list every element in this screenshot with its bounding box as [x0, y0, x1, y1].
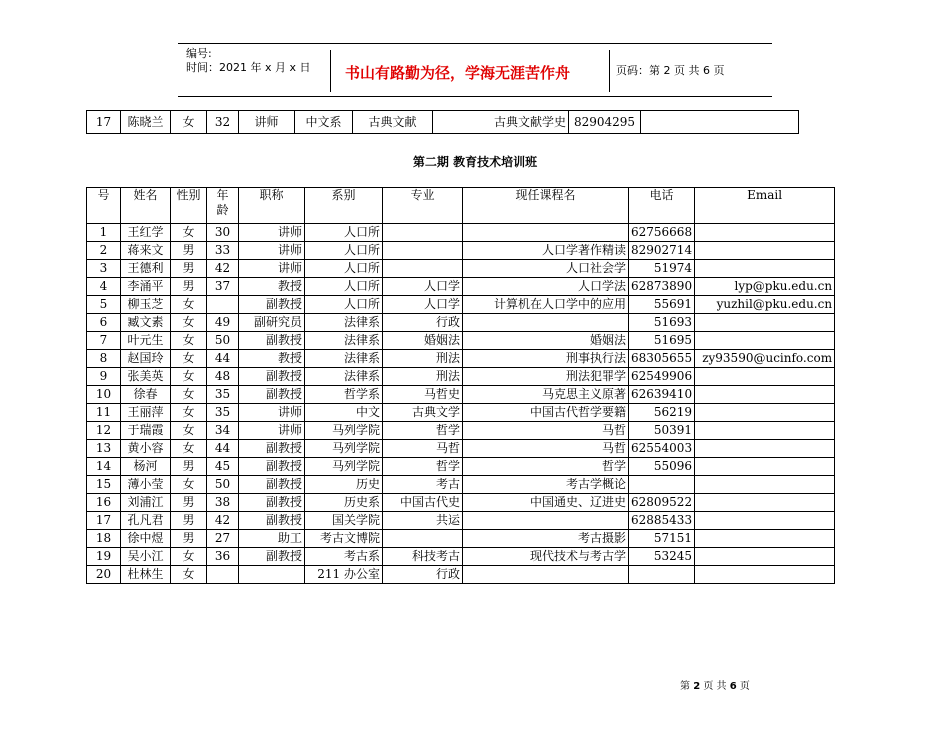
- footer-page-number: 2: [693, 681, 701, 692]
- cell-gender: 女: [171, 111, 207, 134]
- cell-no: 13: [87, 440, 121, 458]
- cell-gender: 男: [171, 494, 207, 512]
- cell-dept: 考古系: [305, 548, 383, 566]
- previous-table-row: [86, 110, 799, 134]
- cell-no: 18: [87, 530, 121, 548]
- cell-major: 人口学: [383, 278, 463, 296]
- cell-title: 副教授: [239, 476, 305, 494]
- table-row: [87, 332, 835, 350]
- cell-title: 副教授: [239, 458, 305, 476]
- cell-title: 副教授: [239, 368, 305, 386]
- cell-age: 30: [207, 224, 239, 242]
- cell-dept: 中文系: [295, 111, 353, 134]
- cell-dept: 211 办公室: [305, 566, 383, 584]
- cell-no: 2: [87, 242, 121, 260]
- cell-course: [463, 314, 629, 332]
- cell-phone: 55691: [629, 296, 695, 314]
- cell-age: 49: [207, 314, 239, 332]
- cell-title: 副教授: [239, 386, 305, 404]
- cell-no: 11: [87, 404, 121, 422]
- cell-phone: 62756668: [629, 224, 695, 242]
- cell-age: 37: [207, 278, 239, 296]
- cell-gender: 男: [171, 512, 207, 530]
- cell-email: lyp@pku.edu.cn: [695, 278, 835, 296]
- header-email: Email: [695, 188, 835, 224]
- cell-dept: 历史系: [305, 494, 383, 512]
- cell-major: 考古: [383, 476, 463, 494]
- cell-email: [695, 386, 835, 404]
- cell-name: 王丽萍: [121, 404, 171, 422]
- cell-gender: 男: [171, 278, 207, 296]
- cell-name: 于瑞霞: [121, 422, 171, 440]
- cell-no: 20: [87, 566, 121, 584]
- cell-major: 行政: [383, 314, 463, 332]
- cell-title: 教授: [239, 350, 305, 368]
- cell-age: 38: [207, 494, 239, 512]
- header-divider-right: [609, 50, 610, 92]
- cell-age: 32: [207, 111, 239, 134]
- cell-major: 古典文学: [383, 404, 463, 422]
- training-roster-table: [86, 187, 835, 584]
- cell-name: 刘浦江: [121, 494, 171, 512]
- cell-age: 48: [207, 368, 239, 386]
- cell-dept: 国关学院: [305, 512, 383, 530]
- cell-age: 44: [207, 350, 239, 368]
- header-no: 号: [87, 188, 121, 224]
- cell-name: 徐春: [121, 386, 171, 404]
- cell-title: 讲师: [239, 111, 295, 134]
- cell-age: 34: [207, 422, 239, 440]
- cell-course: 考古学概论: [463, 476, 629, 494]
- table-row: [87, 512, 835, 530]
- cell-no: 3: [87, 260, 121, 278]
- footer-mid: 页 共: [703, 681, 727, 692]
- cell-dept: 中文: [305, 404, 383, 422]
- cell-gender: 女: [171, 314, 207, 332]
- cell-no: 10: [87, 386, 121, 404]
- cell-course: 计算机在人口学中的应用: [463, 296, 629, 314]
- table-row: [87, 548, 835, 566]
- cell-name: 赵国玲: [121, 350, 171, 368]
- cell-email: [695, 314, 835, 332]
- cell-name: 杨河: [121, 458, 171, 476]
- header-number-label: 编号:: [186, 47, 212, 60]
- cell-phone: 51695: [629, 332, 695, 350]
- cell-no: 15: [87, 476, 121, 494]
- cell-dept: 马列学院: [305, 458, 383, 476]
- cell-email: [695, 530, 835, 548]
- header-bottom-rule: [178, 96, 772, 97]
- cell-name: 张美英: [121, 368, 171, 386]
- cell-email: [695, 332, 835, 350]
- table-row: [87, 350, 835, 368]
- cell-course: 哲学: [463, 458, 629, 476]
- table-row: [87, 296, 835, 314]
- cell-age: 44: [207, 440, 239, 458]
- cell-no: 19: [87, 548, 121, 566]
- cell-title: 副教授: [239, 494, 305, 512]
- cell-course: 马哲: [463, 440, 629, 458]
- cell-name: 徐中煜: [121, 530, 171, 548]
- header-divider-left: [330, 50, 331, 92]
- cell-gender: 女: [171, 332, 207, 350]
- cell-gender: 女: [171, 350, 207, 368]
- header-course: 现任课程名: [463, 188, 629, 224]
- cell-age: [207, 296, 239, 314]
- cell-no: 5: [87, 296, 121, 314]
- cell-age: 42: [207, 512, 239, 530]
- header-page-info: 页码：第 2 页 共 6 页: [616, 64, 725, 77]
- cell-name: 黄小容: [121, 440, 171, 458]
- cell-age: 35: [207, 404, 239, 422]
- cell-email: [695, 440, 835, 458]
- cell-gender: 女: [171, 404, 207, 422]
- cell-dept: 哲学系: [305, 386, 383, 404]
- cell-title: 讲师: [239, 242, 305, 260]
- header-name: 姓名: [121, 188, 171, 224]
- cell-gender: 女: [171, 548, 207, 566]
- header-top-rule: [178, 43, 772, 44]
- cell-title: 助工: [239, 530, 305, 548]
- cell-title: 副研究员: [239, 314, 305, 332]
- cell-email: [695, 476, 835, 494]
- cell-gender: 女: [171, 386, 207, 404]
- cell-dept: 法律系: [305, 368, 383, 386]
- cell-major: [383, 224, 463, 242]
- cell-gender: 女: [171, 296, 207, 314]
- cell-phone: 62554003: [629, 440, 695, 458]
- header-major: 专业: [383, 188, 463, 224]
- cell-email: [695, 494, 835, 512]
- cell-major: 共运: [383, 512, 463, 530]
- cell-title: 副教授: [239, 332, 305, 350]
- cell-email: [695, 404, 835, 422]
- cell-phone: 62885433: [629, 512, 695, 530]
- cell-no: 6: [87, 314, 121, 332]
- cell-title: 讲师: [239, 224, 305, 242]
- cell-gender: 女: [171, 440, 207, 458]
- cell-major: 古典文献: [353, 111, 433, 134]
- cell-dept: 法律系: [305, 314, 383, 332]
- cell-major: 刑法: [383, 350, 463, 368]
- cell-phone: 62639410: [629, 386, 695, 404]
- cell-name: 蒋来文: [121, 242, 171, 260]
- cell-age: 45: [207, 458, 239, 476]
- cell-no: 9: [87, 368, 121, 386]
- cell-no: 1: [87, 224, 121, 242]
- cell-major: 刑法: [383, 368, 463, 386]
- header-title: 职称: [239, 188, 305, 224]
- cell-email: [695, 224, 835, 242]
- cell-dept: 法律系: [305, 332, 383, 350]
- table-row: [87, 476, 835, 494]
- cell-dept: 人口所: [305, 260, 383, 278]
- cell-name: 薄小莹: [121, 476, 171, 494]
- cell-email: [695, 260, 835, 278]
- cell-name: 陈晓兰: [121, 111, 171, 134]
- cell-phone: 51693: [629, 314, 695, 332]
- cell-title: 副教授: [239, 548, 305, 566]
- cell-no: 17: [87, 512, 121, 530]
- cell-dept: 人口所: [305, 296, 383, 314]
- cell-course: 人口学法: [463, 278, 629, 296]
- table-row: [87, 494, 835, 512]
- cell-major: 中国古代史: [383, 494, 463, 512]
- page-footer: [680, 677, 750, 692]
- cell-no: 17: [87, 111, 121, 134]
- table-row: [87, 530, 835, 548]
- cell-course: 古典文献学史: [433, 111, 569, 134]
- cell-title: 副教授: [239, 296, 305, 314]
- cell-name: 王德利: [121, 260, 171, 278]
- cell-course: [463, 224, 629, 242]
- cell-dept: 法律系: [305, 350, 383, 368]
- cell-age: 50: [207, 332, 239, 350]
- cell-age: [207, 566, 239, 584]
- cell-phone: 50391: [629, 422, 695, 440]
- cell-course: 婚姻法: [463, 332, 629, 350]
- cell-name: 吴小江: [121, 548, 171, 566]
- cell-dept: 人口所: [305, 242, 383, 260]
- cell-course: 马哲: [463, 422, 629, 440]
- cell-course: [463, 566, 629, 584]
- cell-email: yuzhil@pku.edu.cn: [695, 296, 835, 314]
- cell-gender: 男: [171, 530, 207, 548]
- cell-title: 讲师: [239, 260, 305, 278]
- cell-age: 33: [207, 242, 239, 260]
- cell-title: 副教授: [239, 440, 305, 458]
- cell-title: [239, 566, 305, 584]
- cell-name: 叶元生: [121, 332, 171, 350]
- cell-phone: 62549906: [629, 368, 695, 386]
- cell-email: [695, 422, 835, 440]
- cell-email: [641, 111, 799, 134]
- cell-dept: 马列学院: [305, 422, 383, 440]
- table-row: [87, 278, 835, 296]
- header-phone: 电话: [629, 188, 695, 224]
- cell-course: 刑法犯罪学: [463, 368, 629, 386]
- header-age: 年龄: [207, 188, 239, 224]
- cell-email: [695, 548, 835, 566]
- cell-title: 讲师: [239, 404, 305, 422]
- cell-age: 36: [207, 548, 239, 566]
- cell-phone: 82902714: [629, 242, 695, 260]
- cell-major: 科技考古: [383, 548, 463, 566]
- table-row: [87, 458, 835, 476]
- table-row: [87, 422, 835, 440]
- cell-dept: 人口所: [305, 224, 383, 242]
- cell-name: 李涌平: [121, 278, 171, 296]
- cell-dept: 考古文博院: [305, 530, 383, 548]
- cell-phone: 62809522: [629, 494, 695, 512]
- cell-course: 中国古代哲学要籍: [463, 404, 629, 422]
- cell-no: 14: [87, 458, 121, 476]
- cell-no: 8: [87, 350, 121, 368]
- cell-no: 16: [87, 494, 121, 512]
- cell-no: 4: [87, 278, 121, 296]
- cell-title: 教授: [239, 278, 305, 296]
- cell-dept: 人口所: [305, 278, 383, 296]
- cell-email: [695, 458, 835, 476]
- header-time: 时间：2021 年 x 月 x 日: [186, 61, 311, 74]
- cell-course: 人口学著作精读: [463, 242, 629, 260]
- cell-phone: 82904295: [569, 111, 641, 134]
- header-slogan: 书山有路勤为径，学海无涯苦作舟: [345, 64, 571, 82]
- cell-major: 马哲: [383, 440, 463, 458]
- header-dept: 系别: [305, 188, 383, 224]
- cell-major: 哲学: [383, 422, 463, 440]
- cell-name: 臧文素: [121, 314, 171, 332]
- cell-name: 杜林生: [121, 566, 171, 584]
- cell-gender: 男: [171, 242, 207, 260]
- table-row: [87, 566, 835, 584]
- cell-age: 35: [207, 386, 239, 404]
- cell-gender: 女: [171, 368, 207, 386]
- cell-no: 7: [87, 332, 121, 350]
- cell-age: 27: [207, 530, 239, 548]
- cell-name: 柳玉芝: [121, 296, 171, 314]
- cell-phone: 56219: [629, 404, 695, 422]
- cell-major: 马哲史: [383, 386, 463, 404]
- cell-course: 刑事执行法: [463, 350, 629, 368]
- cell-email: [695, 242, 835, 260]
- cell-age: 50: [207, 476, 239, 494]
- cell-major: [383, 530, 463, 548]
- cell-age: 42: [207, 260, 239, 278]
- table-row: [87, 224, 835, 242]
- footer-post: 页: [739, 681, 750, 692]
- cell-major: [383, 242, 463, 260]
- cell-dept: 马列学院: [305, 440, 383, 458]
- cell-major: [383, 260, 463, 278]
- cell-course: 现代技术与考古学: [463, 548, 629, 566]
- cell-phone: 68305655: [629, 350, 695, 368]
- cell-phone: [629, 566, 695, 584]
- cell-course: 马克思主义原著: [463, 386, 629, 404]
- cell-phone: 51974: [629, 260, 695, 278]
- cell-email: [695, 368, 835, 386]
- cell-gender: 女: [171, 566, 207, 584]
- section-title: 第二期 教育技术培训班: [412, 155, 538, 169]
- cell-email: zy93590@ucinfo.com: [695, 350, 835, 368]
- cell-phone: 57151: [629, 530, 695, 548]
- table-row: [87, 440, 835, 458]
- cell-phone: 55096: [629, 458, 695, 476]
- cell-gender: 男: [171, 260, 207, 278]
- table-row: [87, 404, 835, 422]
- cell-course: 中国通史、辽进史: [463, 494, 629, 512]
- header-meta: [186, 47, 311, 75]
- cell-course: [463, 512, 629, 530]
- table-row: [87, 260, 835, 278]
- cell-name: 孔凡君: [121, 512, 171, 530]
- cell-major: 哲学: [383, 458, 463, 476]
- cell-major: 人口学: [383, 296, 463, 314]
- cell-phone: [629, 476, 695, 494]
- cell-no: 12: [87, 422, 121, 440]
- table-header-row: [87, 188, 835, 224]
- cell-email: [695, 512, 835, 530]
- cell-gender: 女: [171, 422, 207, 440]
- cell-course: 人口社会学: [463, 260, 629, 278]
- cell-dept: 历史: [305, 476, 383, 494]
- cell-name: 王红学: [121, 224, 171, 242]
- footer-pre: 第: [680, 681, 690, 692]
- footer-page-total: 6: [729, 681, 737, 692]
- cell-major: 行政: [383, 566, 463, 584]
- table-row: [87, 314, 835, 332]
- cell-email: [695, 566, 835, 584]
- table-row: [87, 386, 835, 404]
- table-row: [87, 111, 799, 134]
- cell-gender: 女: [171, 224, 207, 242]
- cell-title: 副教授: [239, 512, 305, 530]
- cell-phone: 53245: [629, 548, 695, 566]
- cell-phone: 62873890: [629, 278, 695, 296]
- cell-course: 考古摄影: [463, 530, 629, 548]
- cell-title: 讲师: [239, 422, 305, 440]
- header-gender: 性别: [171, 188, 207, 224]
- cell-gender: 女: [171, 476, 207, 494]
- table-row: [87, 242, 835, 260]
- cell-gender: 男: [171, 458, 207, 476]
- table-row: [87, 368, 835, 386]
- cell-major: 婚姻法: [383, 332, 463, 350]
